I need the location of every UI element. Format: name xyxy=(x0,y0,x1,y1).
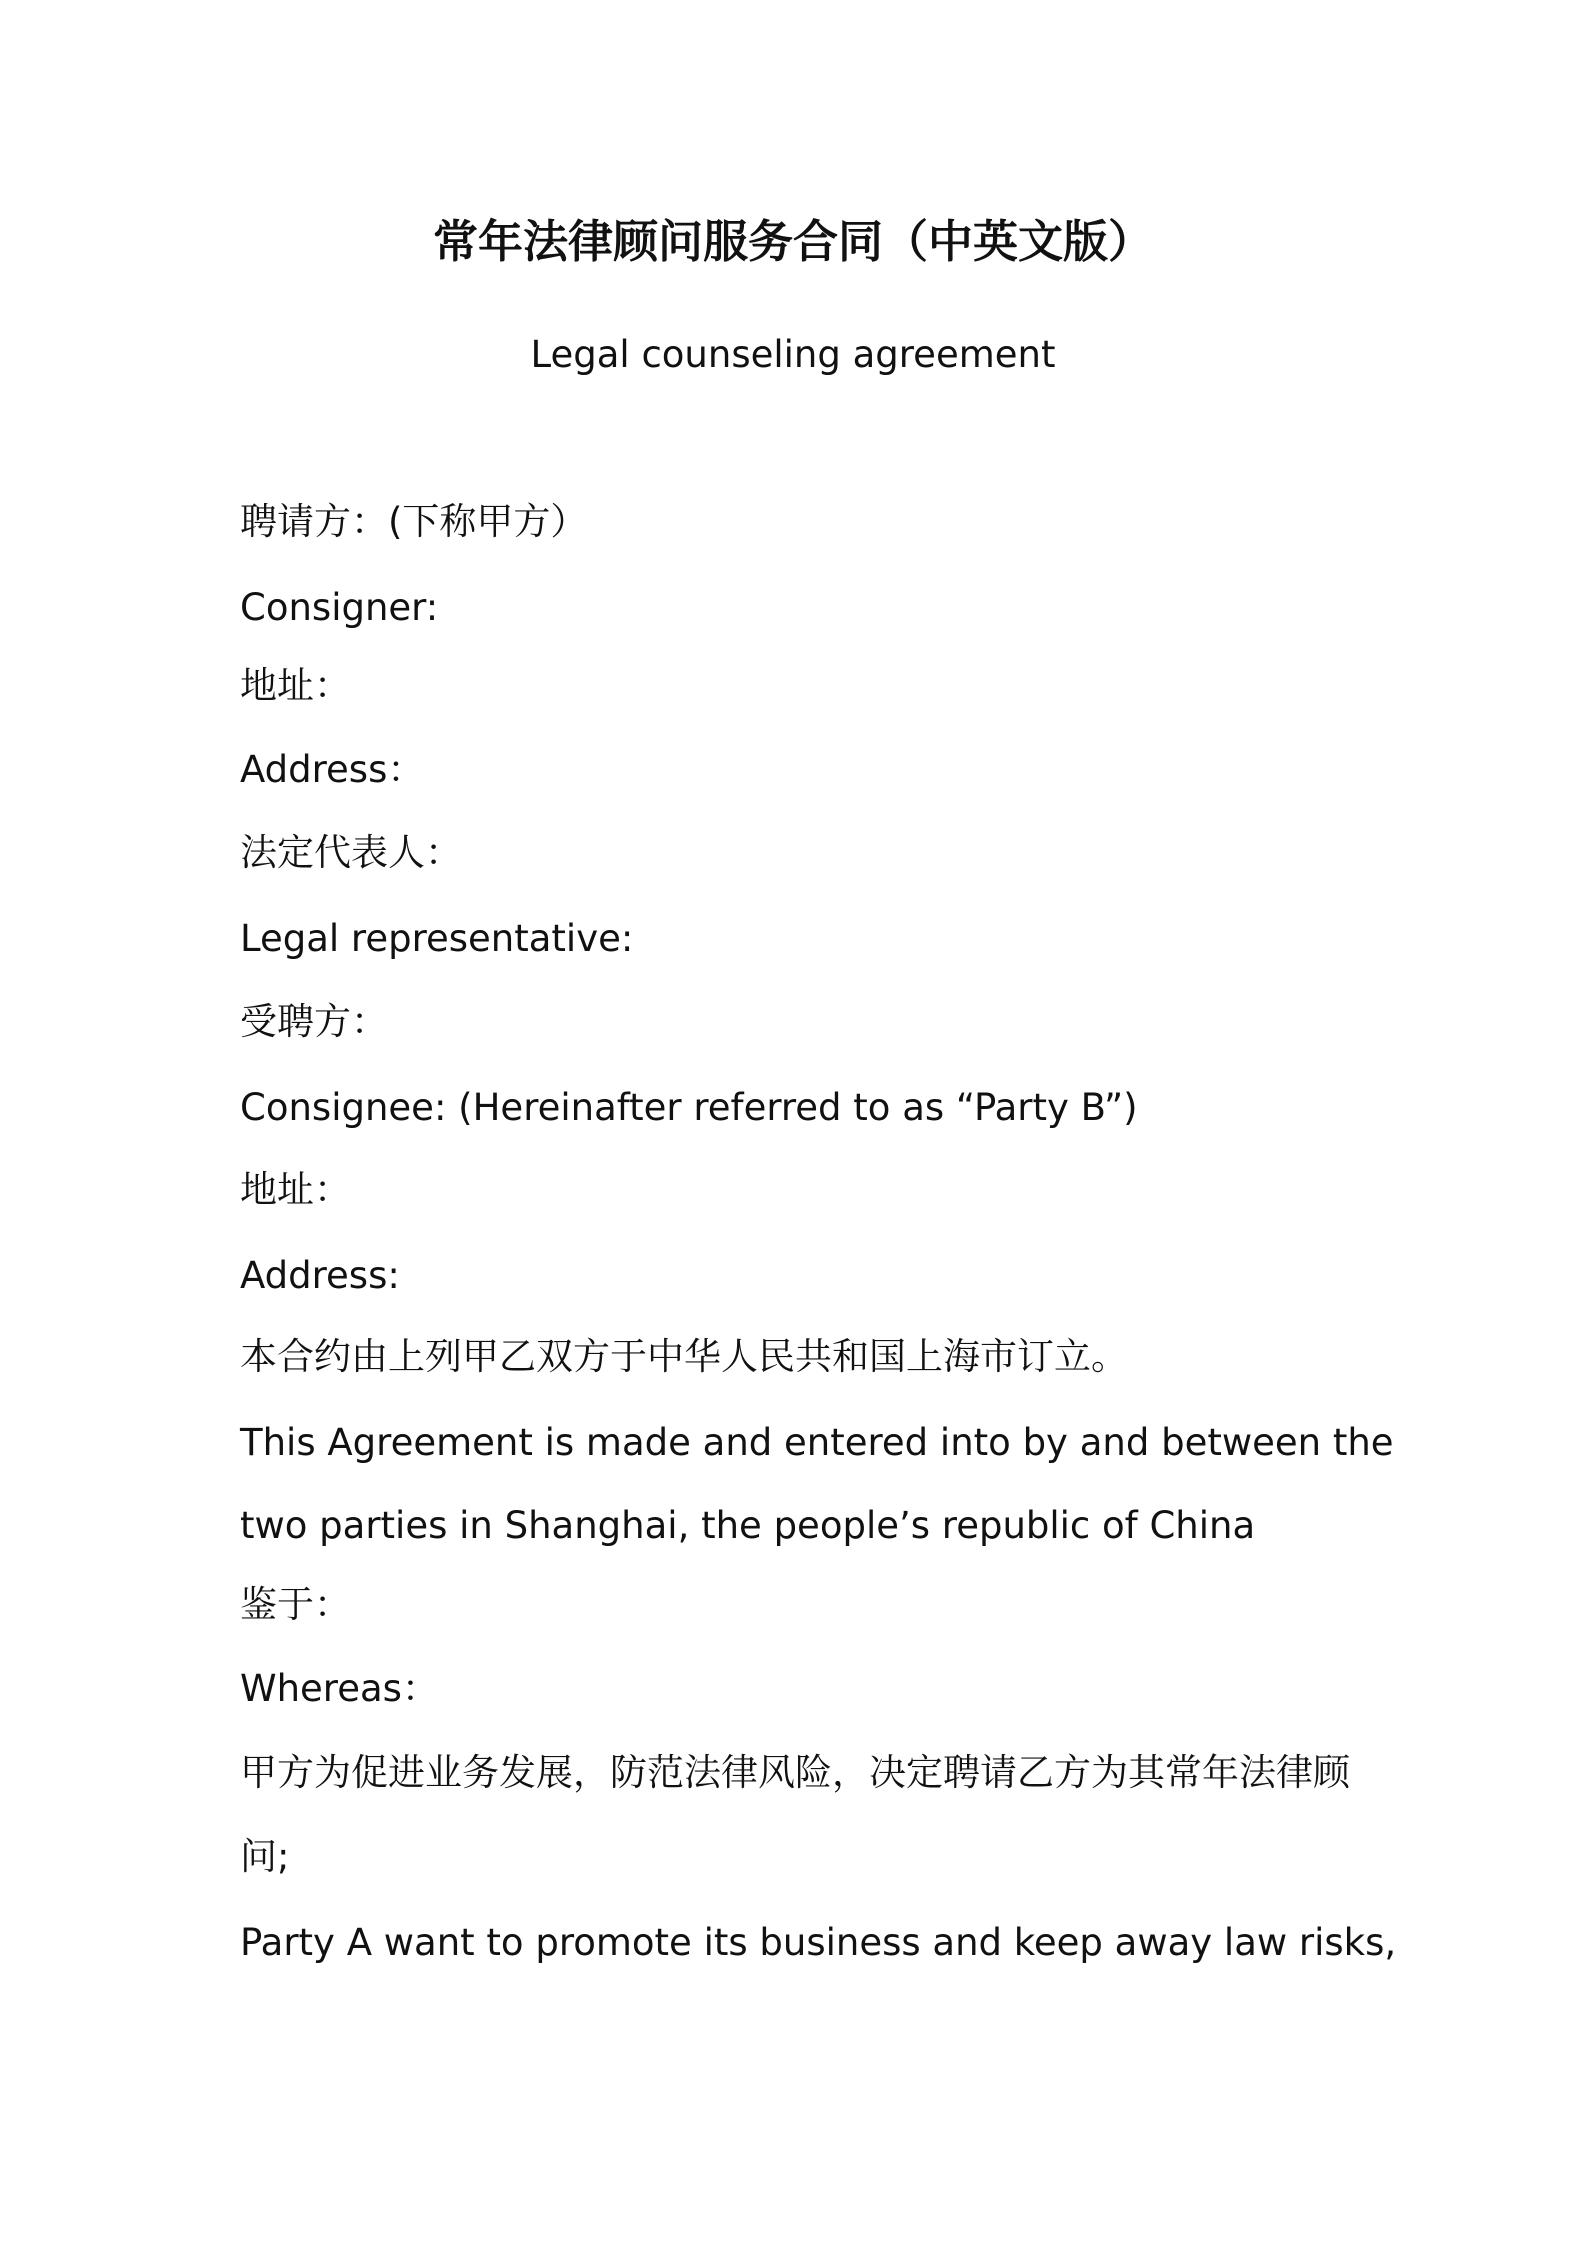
whereas-en-line-1: Party A want to promote its business and keep away law risks, xyxy=(240,1921,1397,1964)
consignee-address-en-label: Address: xyxy=(240,1254,400,1297)
document-title: 常年法律顾问服务合同（中英文版） xyxy=(432,215,1153,268)
consigner-address-en-label: Address： xyxy=(240,748,425,791)
whereas-cn-line-2: 问; xyxy=(240,1835,290,1878)
agreement-place-cn-paragraph: 本合约由上列甲乙双方于中华人民共和国上海市订立。 xyxy=(240,1335,1128,1378)
consignee-cn-label: 受聘方： xyxy=(240,1000,388,1043)
consigner-address-cn-label: 地址： xyxy=(240,664,351,707)
agreement-place-en-line-1: This Agreement is made and entered into by and between the xyxy=(240,1421,1394,1464)
whereas-cn-heading: 鉴于： xyxy=(240,1583,351,1626)
consignee-address-cn-label: 地址： xyxy=(240,1168,351,1211)
legal-representative-en-label: Legal representative: xyxy=(240,917,634,960)
consigner-en-label: Consigner: xyxy=(240,586,439,629)
legal-representative-cn-label: 法定代表人： xyxy=(240,831,462,874)
agreement-place-en-line-2: two parties in Shanghai, the people’s republic of China xyxy=(240,1504,1256,1547)
consignee-en-label: Consignee: (Hereinafter referred to as “Party B”) xyxy=(240,1086,1138,1129)
whereas-en-heading: Whereas： xyxy=(240,1667,439,1710)
consigner-cn-label: 聘请方：(下称甲方） xyxy=(240,500,588,543)
document-subtitle: Legal counseling agreement xyxy=(530,333,1056,376)
whereas-cn-line-1: 甲方为促进业务发展，防范法律风险，决定聘请乙方为其常年法律顾 xyxy=(240,1751,1350,1794)
